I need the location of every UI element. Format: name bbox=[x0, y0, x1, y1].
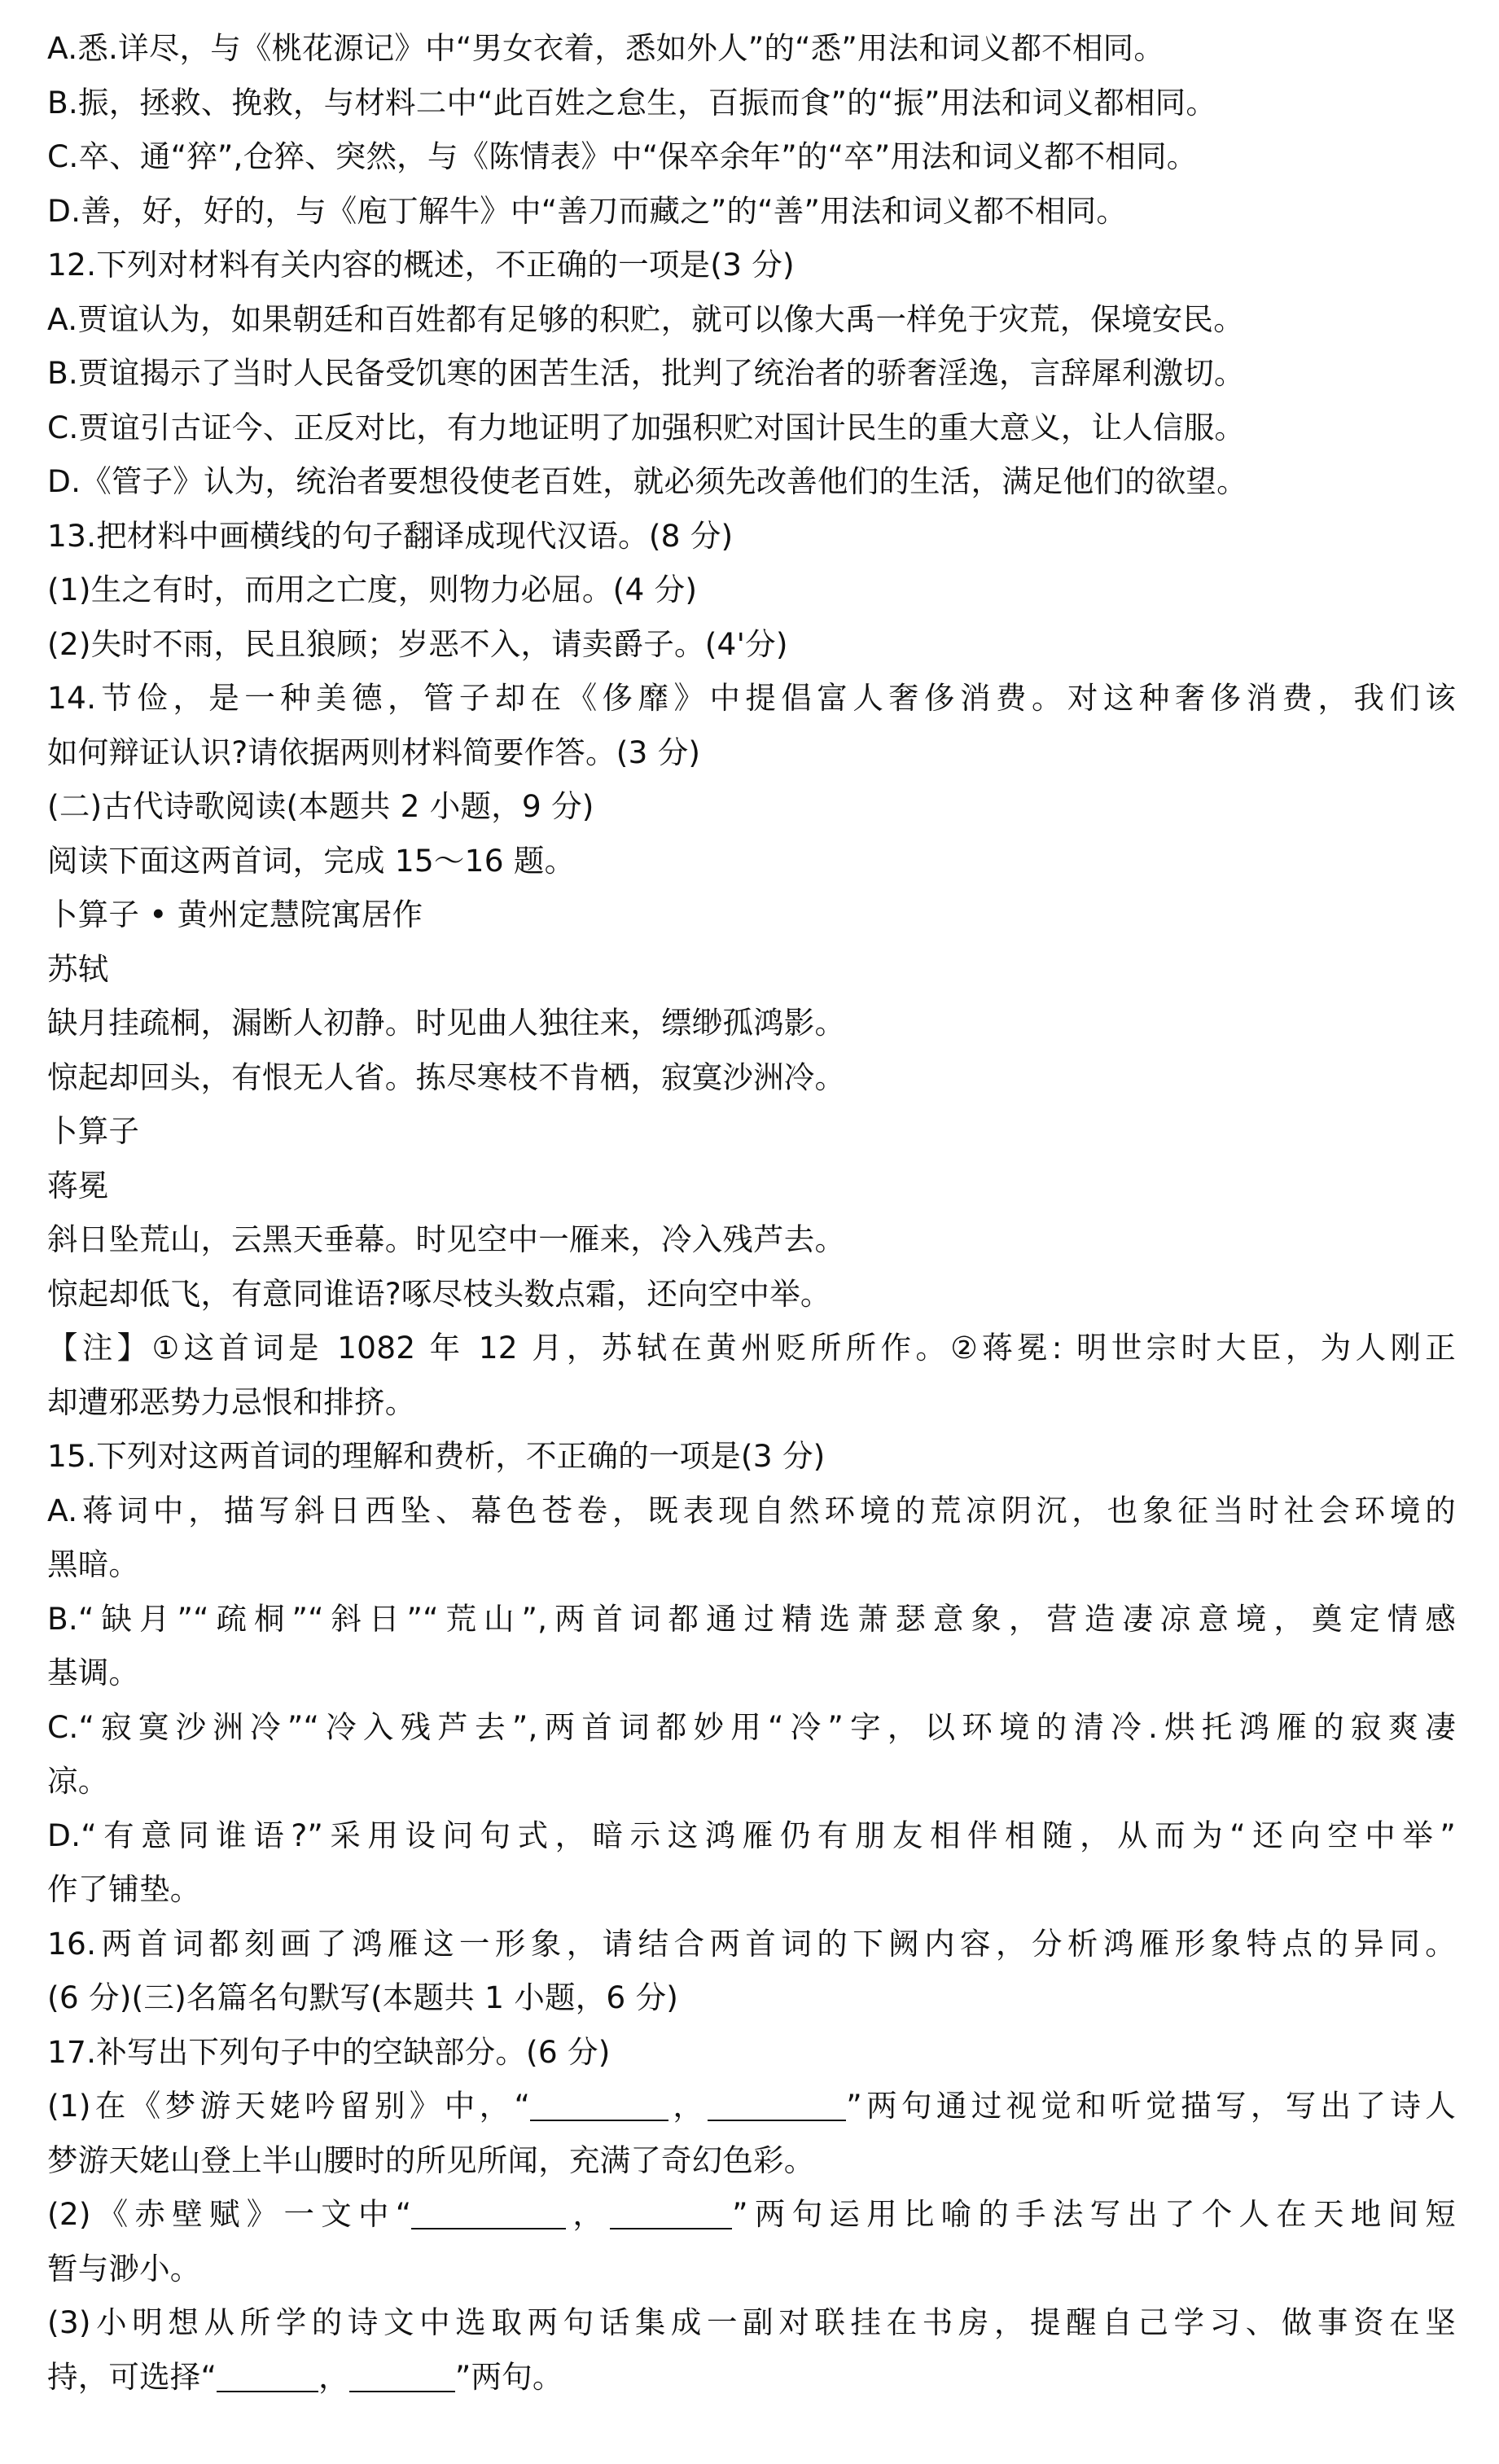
poem1-stanza2: 惊起却回头，有恨无人省。拣尽寒枝不肯栖，寂寞沙洲冷。 bbox=[47, 1059, 846, 1095]
poem-note-line1: 【注】①这首词是 1082 年 12 月，苏轼在黄州贬所所作。②蒋冕: 明世宗时大臣，为人刚正 bbox=[47, 1330, 1456, 1366]
poem1-title: 卜算子 • 黄州定慧院寓居作 bbox=[47, 897, 423, 932]
question-14-line1: 14.节俭，是一种美德，管子却在《侈靡》中提倡富人奢侈消费。对这种奢侈消费，我们该 bbox=[47, 680, 1456, 716]
option-15d-line2: 作了铺垫。 bbox=[47, 1871, 201, 1907]
question-13-part2: (2)失时不雨，民且狼顾；岁恶不入，请卖爵子。(4'分) bbox=[47, 625, 788, 662]
fill-blank-4[interactable] bbox=[610, 2199, 732, 2229]
poem1-author: 苏轼 bbox=[47, 950, 109, 987]
question-16: 16.两首词都刻画了鸿雁这一形象，请结合两首词的下阙内容，分析鸿雁形象特点的异同。 bbox=[47, 1925, 1456, 1962]
fill-blank-2[interactable] bbox=[708, 2090, 846, 2121]
fill-blank-3[interactable] bbox=[411, 2199, 566, 2229]
fill-q3-comma: ， bbox=[318, 2358, 349, 2395]
option-15c-line2: 凉。 bbox=[47, 1763, 109, 1799]
poem2-title: 卜算子 bbox=[47, 1113, 140, 1149]
option-12b: B.贾谊揭示了当时人民备受饥寒的困苦生活，批判了统治者的骄奢淫逸，言辞犀利激切。 bbox=[47, 355, 1245, 391]
fill-q2-line2: 暂与渺小。 bbox=[47, 2250, 201, 2286]
option-15b-line1: B.“缺月”“疏桐”“斜日”“荒山”,两首词都通过精选萧瑟意象，营造凄凉意境，奠定情感 bbox=[47, 1600, 1456, 1637]
option-11c: C.卒、通“猝”,仓猝、突然，与《陈情表》中“保卒余年”的“卒”用法和词义都不相同。 bbox=[47, 138, 1198, 174]
question-13-part1: (1)生之有时，而用之亡度，则物力必屈。(4 分) bbox=[47, 572, 698, 607]
fill-q1-prefix: (1)在《梦游天姥吟留别》中，“ bbox=[47, 2088, 531, 2124]
poem2-stanza1: 斜日坠荒山，云黑天垂幕。时见空中一雁来，冷入残芦去。 bbox=[47, 1221, 846, 1257]
poem-note-line2: 却遭邪恶势力忌恨和排挤。 bbox=[47, 1383, 416, 1420]
fill-q2-suffix: ”两句运用比喻的手法写出了个人在天地间短 bbox=[732, 2196, 1456, 2232]
question-14-line2: 如何辩证认识?请依据两则材料简要作答。(3 分) bbox=[47, 734, 701, 770]
fill-q2-comma: ， bbox=[566, 2196, 611, 2232]
fill-blank-1[interactable] bbox=[530, 2090, 668, 2121]
fill-q1-comma: ， bbox=[668, 2088, 708, 2124]
option-15d-line1: D.“有意同谁语?”采用设问句式，暗示这鸿雁仍有朋友相伴相随，从而为“还向空中举” bbox=[47, 1817, 1456, 1853]
poem2-stanza2: 惊起却低飞，有意同谁语?啄尽枝头数点霜，还向空中举。 bbox=[47, 1275, 831, 1312]
poetry-instruction: 阅读下面这两首词，完成 15～16 题。 bbox=[47, 842, 576, 879]
fill-q2-prefix: (2)《赤壁赋》一文中“ bbox=[47, 2196, 412, 2232]
fill-q1-line1 bbox=[47, 2079, 1456, 2133]
question-12: 12.下列对材料有关内容的概述，不正确的一项是(3 分) bbox=[47, 247, 795, 283]
fill-blank-5[interactable] bbox=[217, 2361, 318, 2392]
fill-q3-line2 bbox=[47, 2350, 1456, 2405]
option-15a-line1: A.蒋词中，描写斜日西坠、幕色苍卷，既表现自然环境的荒凉阴沉，也象征当时社会环境的 bbox=[47, 1492, 1456, 1528]
poem2-author: 蒋冕 bbox=[47, 1167, 109, 1204]
question-16-score-and-section: (6 分)(三)名篇名句默写(本题共 1 小题，6 分) bbox=[47, 1980, 679, 2015]
fill-q1-line2: 梦游天姥山登上半山腰时的所见所闻，充满了奇幻色彩。 bbox=[47, 2142, 815, 2178]
question-15: 15.下列对这两首词的理解和费析，不正确的一项是(3 分) bbox=[47, 1438, 826, 1474]
option-12c: C.贾谊引古证今、正反对比，有力地证明了加强积贮对国计民生的重大意义，让人信服。 bbox=[47, 409, 1246, 445]
fill-q3-prefix: 持，可选择“ bbox=[47, 2358, 217, 2395]
section-heading-poetry: (二)古代诗歌阅读(本题共 2 小题，9 分) bbox=[47, 788, 594, 824]
option-11b: B.振，拯救、挽救，与材料二中“此百姓之怠生，百振而食”的“振”用法和词义都相同。 bbox=[47, 84, 1217, 121]
option-15b-line2: 基调。 bbox=[47, 1655, 140, 1690]
question-13: 13.把材料中画横线的句子翻译成现代汉语。(8 分) bbox=[47, 517, 734, 554]
fill-q3-line1: (3)小明想从所学的诗文中选取两句话集成一副对联挂在书房，提醒自己学习、做事资在坚 bbox=[47, 2304, 1456, 2340]
fill-blank-6[interactable] bbox=[349, 2361, 455, 2392]
document-page bbox=[47, 21, 1456, 2404]
option-12d: D.《管子》认为，统治者要想役使老百姓，就必须先改善他们的生活，满足他们的欲望。 bbox=[47, 463, 1247, 499]
option-11a: A.悉.详尽，与《桃花源记》中“男女衣着，悉如外人”的“悉”用法和词义都不相同。 bbox=[47, 30, 1165, 66]
option-15a-line2: 黑暗。 bbox=[47, 1546, 140, 1582]
fill-q1-suffix: ”两句通过视觉和听觉描写，写出了诗人 bbox=[846, 2088, 1456, 2124]
fill-q2-line1 bbox=[47, 2187, 1456, 2242]
fill-q3-suffix: ”两句。 bbox=[454, 2358, 563, 2395]
question-17: 17.补写出下列句子中的空缺部分。(6 分) bbox=[47, 2033, 611, 2070]
option-11d: D.善，好，好的，与《庖丁解牛》中“善刀而藏之”的“善”用法和词义都不相同。 bbox=[47, 192, 1128, 229]
option-15c-line1: C.“寂寞沙洲冷”“冷入残芦去”,两首词都妙用“冷”字，以环境的清冷.烘托鸿雁的寂爽凄 bbox=[47, 1708, 1456, 1745]
poem1-stanza1: 缺月挂疏桐，漏断人初静。时见曲人独往来，缥缈孤鸿影。 bbox=[47, 1005, 846, 1041]
option-12a: A.贾谊认为，如果朝廷和百姓都有足够的积贮，就可以像大禹一样免于灾荒，保境安民。 bbox=[47, 300, 1244, 337]
